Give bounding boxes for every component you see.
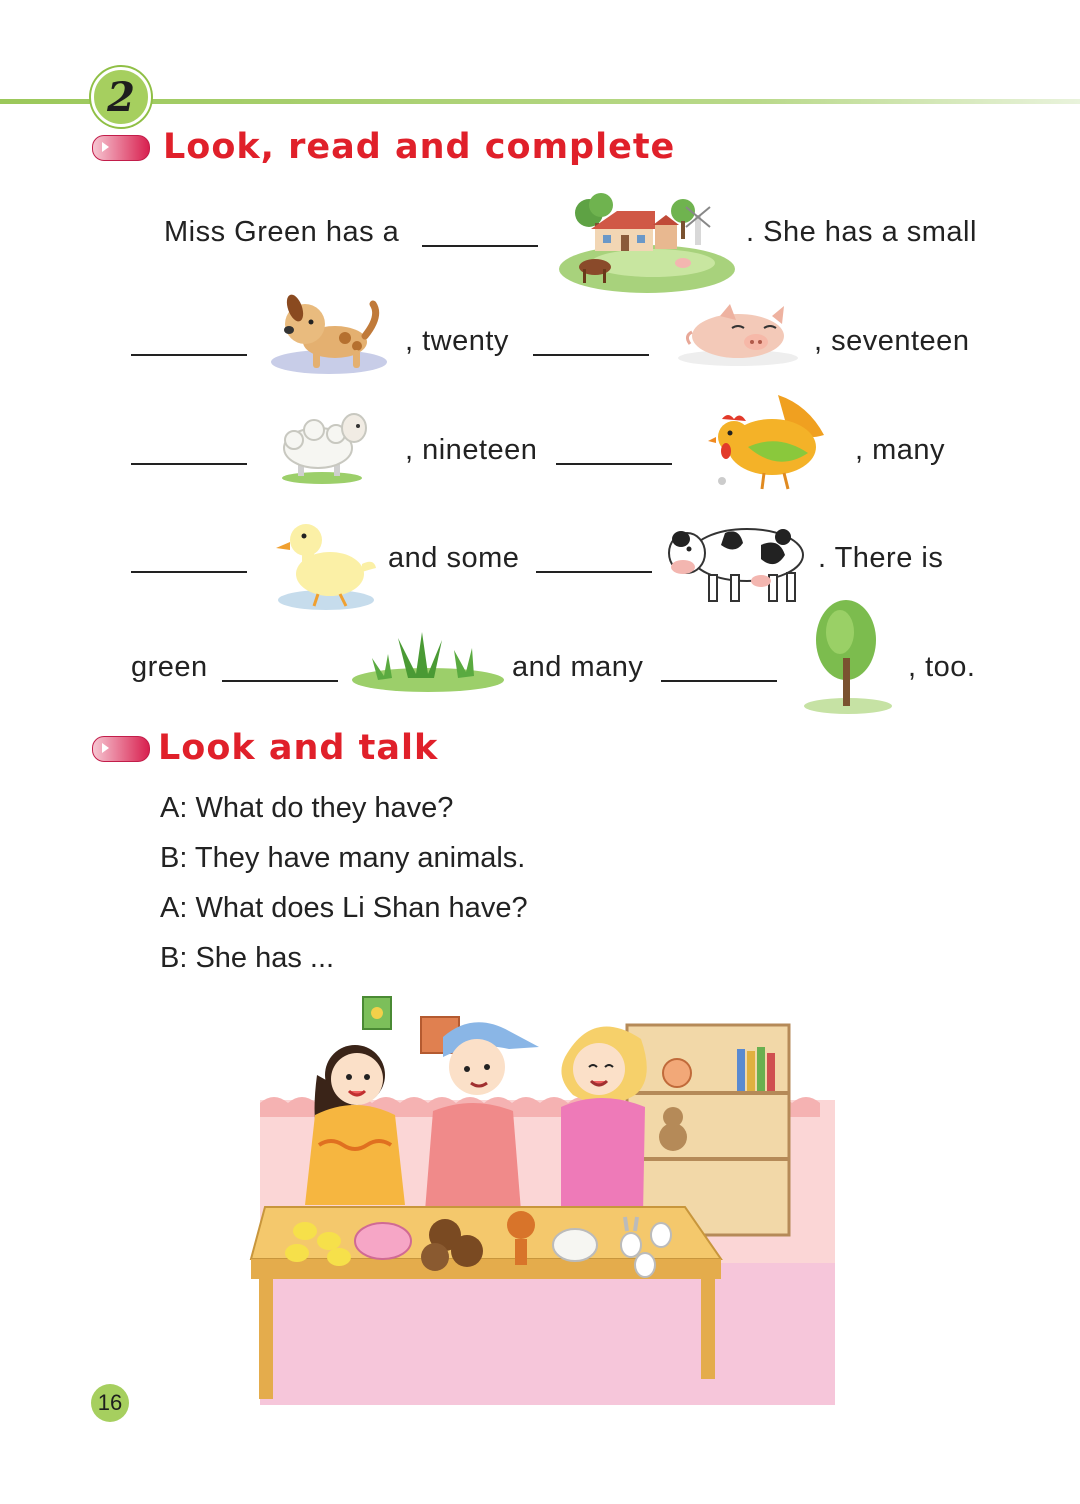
sentence-fragment: Miss Green has a xyxy=(164,216,400,248)
sheep-picture xyxy=(272,400,377,488)
unit-divider xyxy=(0,99,1080,104)
sentence-fragment: , many xyxy=(855,434,946,466)
sentence-fragment: green xyxy=(131,651,208,683)
answer-blank[interactable] xyxy=(661,680,777,682)
sentence-fragment: , nineteen xyxy=(405,434,538,466)
duck-picture xyxy=(270,512,380,612)
dialogue-line: A: What do they have? xyxy=(160,792,454,824)
toy-sheep xyxy=(553,1229,597,1261)
answer-blank[interactable] xyxy=(556,463,672,465)
answer-blank[interactable] xyxy=(536,571,652,573)
unit-number: 2 xyxy=(107,73,135,121)
toy-monkey xyxy=(507,1211,535,1239)
girl-shirt xyxy=(305,1105,405,1205)
answer-blank[interactable] xyxy=(533,354,649,356)
woman-blouse xyxy=(561,1098,645,1215)
grass-picture xyxy=(348,628,508,694)
dialogue-line: B: She has ... xyxy=(160,942,335,974)
tree-picture xyxy=(800,598,900,716)
hen-picture xyxy=(708,385,833,495)
play-audio-icon[interactable] xyxy=(92,736,150,762)
play-audio-icon[interactable] xyxy=(92,135,150,161)
unit-number-badge xyxy=(91,67,151,127)
dialogue-line: A: What does Li Shan have? xyxy=(160,892,528,924)
clock-icon xyxy=(663,1059,691,1087)
answer-blank[interactable] xyxy=(222,680,338,682)
floor xyxy=(260,1263,835,1405)
sentence-fragment: , too. xyxy=(908,651,976,683)
answer-blank[interactable] xyxy=(131,463,247,465)
classroom-illustration xyxy=(245,995,840,1407)
page-number-badge xyxy=(91,1384,129,1422)
toy-rabbit xyxy=(621,1233,641,1257)
cow-picture xyxy=(665,515,815,607)
pig-picture xyxy=(676,298,801,370)
page-number: 16 xyxy=(97,1390,123,1415)
farm-picture xyxy=(555,185,735,295)
dialogue-line: B: They have many animals. xyxy=(160,842,526,874)
boy-shirt xyxy=(425,1103,521,1211)
section-title-look-and-talk: Look and talk xyxy=(158,728,439,768)
answer-blank[interactable] xyxy=(131,354,247,356)
answer-blank[interactable] xyxy=(422,245,538,247)
sentence-fragment: , twenty xyxy=(405,325,509,357)
section-title-look-read-complete: Look, read and complete xyxy=(163,127,676,167)
dog-picture xyxy=(265,288,390,378)
sentence-fragment: . She has a small xyxy=(746,216,977,248)
sentence-fragment: , seventeen xyxy=(814,325,970,357)
answer-blank[interactable] xyxy=(131,571,247,573)
sentence-fragment: and many xyxy=(512,651,644,683)
sentence-fragment: . There is xyxy=(818,542,944,574)
toy-pig xyxy=(355,1223,411,1259)
sentence-fragment: and some xyxy=(388,542,520,574)
toy-duck xyxy=(293,1222,317,1240)
